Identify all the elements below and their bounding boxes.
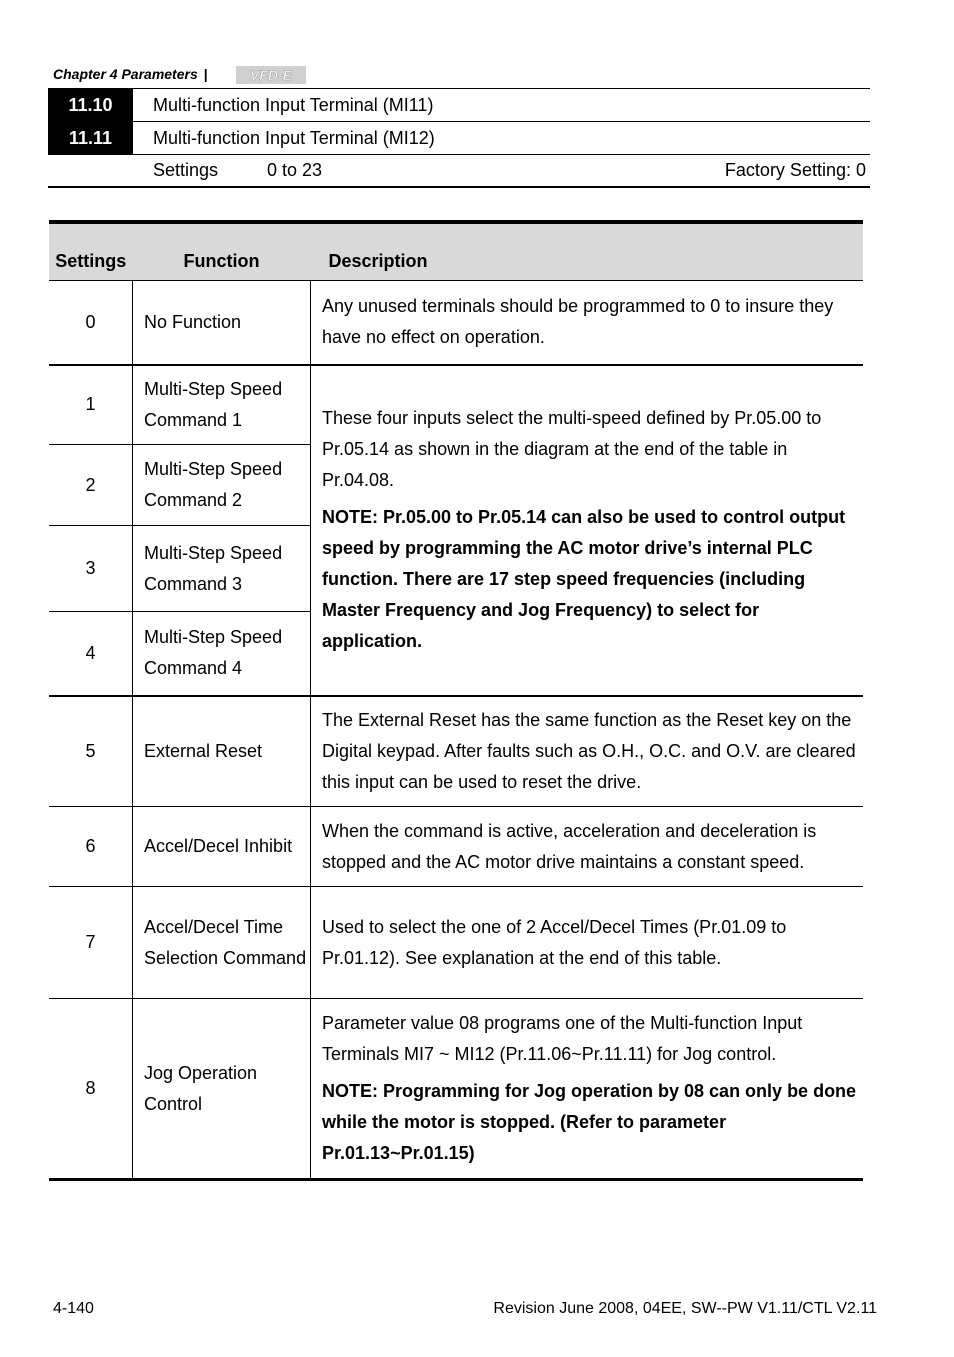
header-function: Function bbox=[133, 222, 311, 281]
table-row bbox=[49, 281, 863, 365]
setting-value: 6 bbox=[49, 807, 133, 887]
svg-text:VFD-E: VFD-E bbox=[250, 67, 292, 83]
factory-setting: Factory Setting: 0 bbox=[724, 160, 866, 180]
settings-label: Settings bbox=[153, 160, 219, 180]
table-row bbox=[49, 887, 863, 999]
header-settings: Settings bbox=[49, 222, 133, 281]
function-name: Accel/Decel Inhibit bbox=[133, 807, 311, 887]
param-number: 11.10 bbox=[48, 89, 133, 122]
setting-value: 7 bbox=[49, 887, 133, 999]
table-row bbox=[49, 807, 863, 887]
multi-step-description bbox=[311, 365, 864, 696]
param-name: Multi-function Input Terminal (MI11) bbox=[133, 89, 870, 122]
param-row bbox=[48, 89, 870, 122]
setting-value: 2 bbox=[49, 445, 133, 526]
function-name: Multi-Step Speed Command 3 bbox=[133, 526, 311, 612]
table-row bbox=[49, 696, 863, 807]
multi-step-text: These four inputs select the multi-speed defined by Pr.05.00 to Pr.05.14 as shown in the diagram at the end of the table in Pr.04.08. bbox=[322, 408, 822, 490]
function-name: Multi-Step Speed Command 2 bbox=[133, 445, 311, 526]
function-name: No Function bbox=[133, 281, 311, 365]
chapter-title: Chapter 4 Parameters bbox=[53, 66, 198, 82]
page-number: 4-140 bbox=[53, 1300, 94, 1317]
setting-value: 0 bbox=[49, 281, 133, 365]
settings-table bbox=[49, 220, 863, 1181]
description: When the command is active, acceleration and deceleration is stopped and the AC motor drive maintains a constant speed. bbox=[311, 807, 864, 887]
function-name: External Reset bbox=[133, 696, 311, 807]
vfd-e-logo bbox=[236, 66, 306, 84]
header-separator: | bbox=[203, 66, 208, 82]
description: The External Reset has the same function as the Reset key on the Digital keypad. After faults such as O.H., O.C. and O.V. are cleared this input can be used to reset the drive. bbox=[311, 696, 864, 807]
description: Used to select the one of 2 Accel/Decel Times (Pr.01.09 to Pr.01.12). See explanation at the end of this table. bbox=[311, 887, 864, 999]
table-row bbox=[49, 365, 863, 445]
settings-line bbox=[48, 154, 870, 188]
description: Any unused terminals should be programmed to 0 to insure they have no effect on operation. bbox=[311, 281, 864, 365]
table-header-row bbox=[49, 222, 863, 281]
jog-text: Parameter value 08 programs one of the Multi-function Input Terminals MI7 ~ MI12 (Pr.11.06~Pr.11.11) for Jog control. bbox=[322, 1013, 803, 1064]
settings-range: 0 to 23 bbox=[267, 160, 323, 180]
function-name: Jog Operation Control bbox=[133, 999, 311, 1180]
param-name: Multi-function Input Terminal (MI12) bbox=[133, 122, 870, 155]
setting-value: 1 bbox=[49, 365, 133, 445]
setting-value: 3 bbox=[49, 526, 133, 612]
revision-info: Revision June 2008, 04EE, SW--PW V1.11/CTL V2.11 bbox=[493, 1300, 877, 1317]
chapter-header bbox=[53, 66, 208, 82]
function-name: Accel/Decel Time Selection Command bbox=[133, 887, 311, 999]
function-name: Multi-Step Speed Command 4 bbox=[133, 612, 311, 696]
param-row bbox=[48, 122, 870, 155]
table-row bbox=[49, 999, 863, 1180]
multi-step-note: NOTE: Pr.05.00 to Pr.05.14 can also be used to control output speed by programming the AC motor drive’s internal PLC function. There are 17 step speed frequencies (including Master Frequency and Jog Frequency) to select for application. bbox=[322, 507, 846, 651]
jog-note: NOTE: Programming for Jog operation by 08 can only be done while the motor is stopped. (Refer to parameter Pr.01.13~Pr.01.15) bbox=[322, 1081, 857, 1163]
function-name: Multi-Step Speed Command 1 bbox=[133, 365, 311, 445]
setting-value: 5 bbox=[49, 696, 133, 807]
param-number: 11.11 bbox=[48, 122, 133, 155]
header-description: Description bbox=[311, 222, 864, 281]
parameter-header-table bbox=[48, 88, 870, 155]
jog-description bbox=[311, 999, 864, 1180]
setting-value: 8 bbox=[49, 999, 133, 1180]
setting-value: 4 bbox=[49, 612, 133, 696]
